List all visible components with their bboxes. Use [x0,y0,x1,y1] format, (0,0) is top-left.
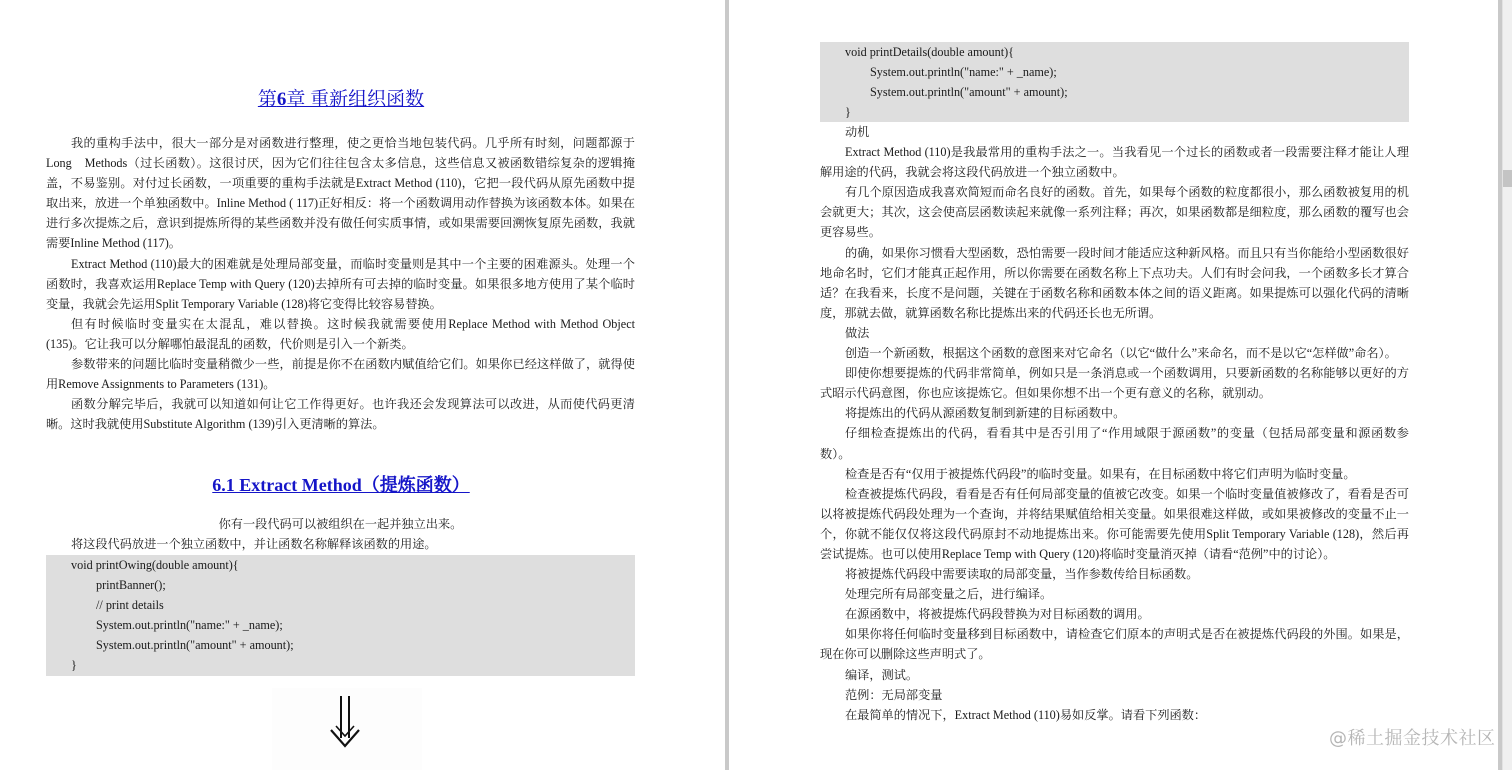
subheading-motivation: 动机 [845,125,870,139]
body-paragraph: Extract Method (110)是我最常用的重构手法之一。当我看见一个过长的函数或者一段需要注释才能让人理解用途的代码，我就会将这段代码放进一个独立函数中。 [820,145,1409,180]
document-page-right [729,0,1499,770]
code-block-before [46,555,635,676]
body-paragraph: 处理完所有局部变量之后，进行编译。 [845,587,1053,602]
subheading-example: 范例：无局部变量 [845,687,943,702]
chapter-title-prefix: 第 [257,89,277,110]
intro-paragraph: Extract Method (110)最大的困难就是处理局部变量，而临时变量则是其中一个主要的困难源头。处理一个函数时，我喜欢运用Replace Temp with Query (120)去掉所有可去掉的临时变量。如果很多地方使用了某个临时变量，我就会先运用Split Temporary Variable (128)将它变得比较容易替换。 [46,256,635,311]
body-paragraph: 创造一个新函数，根据这个函数的意图来对它命名（以它“做什么”来命名，而不是以它“怎样做”命名）。 [845,346,1397,361]
code-line: System.out.println("amount" + amount); [96,638,294,653]
transform-arrow-area [272,688,422,770]
subheading-mechanics: 做法 [845,325,870,340]
code-line: System.out.println("name:" + _name); [96,618,283,633]
code-line: System.out.println("amount" + amount); [870,85,1068,100]
code-line: // print details [96,598,164,613]
intro-paragraph: 参数带来的问题比临时变量稍微少一些，前提是你不在函数内赋值给它们。如果你已经这样做了，就得使用Remove Assignments to Parameters (131)。 [46,357,635,392]
summary-problem: 你有一段代码可以被组织在一起并独立出来。 [218,517,463,531]
body-paragraph: 在最简单的情况下，Extract Method (110)易如反掌。请看下列函数： [845,707,1207,722]
code-line: void printOwing(double amount){ [71,558,239,572]
intro-paragraph: 但有时候临时变量实在太混乱，难以替换。这时候我就需要使用Replace Method with Method Object (135)。它让我可以分解哪怕最混乱的函数，代价则是引入一个新类。 [46,316,635,351]
body-paragraph: 将被提炼代码段中需要读取的局部变量，当作参数传给目标函数。 [845,567,1199,582]
chapter-title-link[interactable] [0,84,682,111]
scrollbar-thumb[interactable] [1503,170,1512,187]
refactoring-summary [46,514,635,554]
body-paragraph: 即使你想要提炼的代码非常简单，例如只是一条消息或一个函数调用，只要新函数的名称能够以更好的方式昭示代码意图，你也应该提炼它。但如果你想不出一个更有意义的名称，就别动。 [820,366,1409,401]
body-paragraph: 检查是否有“仅用于被提炼代码段”的临时变量。如果有，在目标函数中将它们声明为临时变量。 [845,466,1356,481]
body-paragraph: 在源函数中，将被提炼代码段替换为对目标函数的调用。 [845,607,1150,622]
code-line: void printDetails(double amount){ [845,45,1014,59]
code-line: System.out.println("name:" + _name); [870,65,1057,80]
chapter-title-text: 章 重新组织函数 [286,89,425,110]
section-body [820,122,1409,725]
intro-paragraph: 我的重构手法中，很大一部分是对函数进行整理，使之更恰当地包装代码。几乎所有时刻，问题都源于Long Methods（过长函数）。这很讨厌，因为它们往往包含太多信息，这些信息又被函数错综复杂的逻辑掩盖，不易鉴别。对付过长函数，一项重要的重构手法就是Extract Method (110)，它把一段代码从原先函数中提取出来，放进一个单独函数中。Inline Method ( 117)正好相反：将一个函数调用动作替换为该函数本体。如果在进行多次提炼之后，意识到提炼所得的某些函数并没有做任何实质事情，或如果需要回溯恢复原先函数，我就需要Inline Method (117)。 [46,136,635,251]
intro-paragraph: 函数分解完毕后，我就可以知道如何让它工作得更好。也许我还会发现算法可以改进，从而使代码更清晰。这时我就使用Substitute Algorithm (139)引入更清晰的算法。 [46,397,635,432]
document-page-left [0,0,725,770]
body-paragraph: 如果你将任何临时变量移到目标函数中，请检查它们原本的声明式是否在被提炼代码段的外围。如果是，现在你可以删除这些声明式了。 [820,627,1409,662]
body-paragraph: 检查被提炼代码段，看看是否有任何局部变量的值被它改变。如果一个临时变量值被修改了，看看是否可以将被提炼代码段处理为一个查询，并将结果赋值给相关变量。如果很难这样做，或如果被修改的变量不止一个，你就不能仅仅将这段代码原封不动地提炼出来。你可能需要先使用Split Temporary Variable (128)，然后再尝试提炼。也可以使用Replace Temp with Query (120)将临时变量消灭掉（请看“范例”中的讨论）。 [820,486,1409,561]
code-line: } [845,105,851,120]
chapter-number: 6 [276,89,287,110]
code-line: printBanner(); [96,578,166,593]
summary-solution: 将这段代码放进一个独立函数中，并让函数名称解释该函数的用途。 [71,537,437,552]
body-paragraph: 编译，测试。 [845,667,919,682]
section-title-link[interactable]: 6.1 Extract Method（提炼函数） [212,475,470,495]
body-paragraph: 仔细检查提炼出的代码，看看其中是否引用了“作用域限于源函数”的变量（包括局部变量和源函数参数）。 [820,426,1409,461]
code-line: } [71,658,77,673]
code-block-after [820,42,1409,122]
double-down-arrow-icon [328,694,362,750]
watermark-text: @稀土掘金技术社区 [1329,728,1496,749]
body-paragraph: 将提炼出的代码从源函数复制到新建的目标函数中。 [845,406,1126,421]
body-paragraph: 的确，如果你习惯看大型函数，恐怕需要一段时间才能适应这种新风格。而且只有当你能给小型函数很好地命名时，它们才能真正起作用，所以你需要在函数名称上下点功夫。人们有时会问我，一个函数多长才算合适？在我看来，长度不是问题，关键在于函数名称和函数本体之间的语义距离。如果提炼可以强化代码的清晰度，那就去做，就算函数名称比提炼出来的代码还长也无所谓。 [820,245,1409,320]
vertical-scrollbar[interactable] [1502,0,1512,770]
chapter-intro [46,133,635,434]
body-paragraph: 有几个原因造成我喜欢简短而命名良好的函数。首先，如果每个函数的粒度都很小，那么函数被复用的机会就更大；其次，这会使高层函数读起来就像一系列注释；再次，如果函数都是细粒度，那么函数的覆写也会更容易些。 [820,185,1409,240]
